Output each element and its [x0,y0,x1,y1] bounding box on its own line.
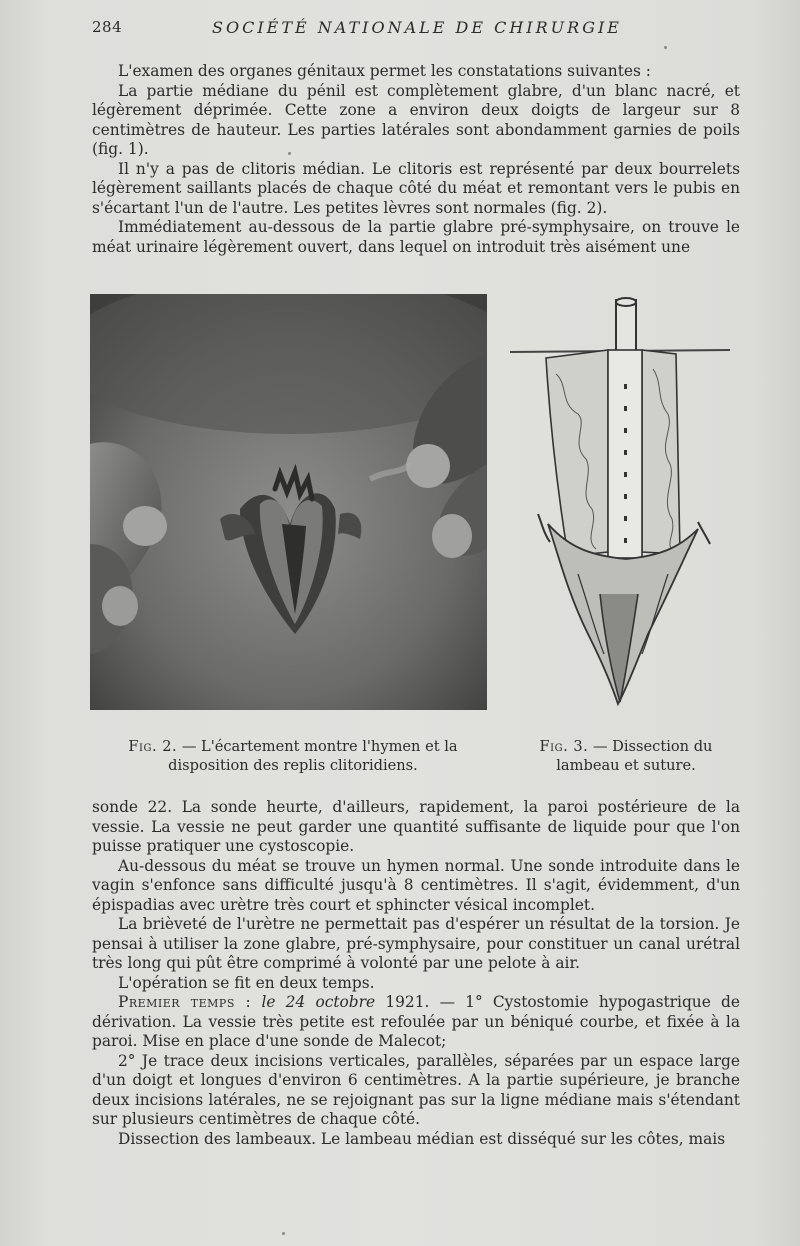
body-text-bottom [92,798,740,1149]
paragraph: Il n'y a pas de clitoris médian. Le clitoris est représenté par deux bourrelets légèrement saillants placés de chaque côté du méat et remontant vers le pubis en s'écartant l'un de l'autre. Les petites lèvres sont normales (fig. 2). [92,159,740,217]
paragraph: L'opération se fit en deux temps. [118,973,375,992]
paper-speck [288,152,291,155]
figure-3-drawing [508,294,734,720]
body-text-top [92,62,740,257]
paragraph: La brièveté de l'urètre ne permettait pas d'espérer un résultat de la torsion. Je pensai à utiliser la zone glabre, pré-symphysaire, pour constituer un canal urétral très long qui pût être comprimé à volonté par une pelote à air. [92,915,740,972]
figure-2-label: Fig. 2. [128,738,178,755]
paragraph: sonde 22. La sonde heurte, d'ailleurs, rapidement, la paroi postérieure de la vessie. La vessie ne peut garder une quantité suffisante de liquide pour que l'on puisse pratiquer une cystoscopie. [92,798,740,855]
paragraph: La partie médiane du pénil est complètement glabre, d'un blanc nacré, et légèrement déprimée. Cette zone a environ deux doigts de largeur sur 8 centimètres de hauteur. Les parties latérales sont abondamment garnies de poils (fig. 1). [92,81,740,158]
figure-3-caption [520,737,732,775]
date-italic: le 24 octobre [261,993,376,1011]
paper-speck [664,46,667,49]
section-lead: Premier temps : [118,993,252,1011]
figure-2-photograph [90,294,487,710]
figure-2-caption [112,737,474,775]
paragraph: Au-dessous du méat se trouve un hymen normal. Une sonde introduite dans le vagin s'enfonce sans difficulté jusqu'à 8 centimètres. Il s'agit, évidemment, d'un épispadias avec urètre très court et sphincter vésical incomplet. [92,856,740,914]
journal-title: SOCIÉTÉ NATIONALE DE CHIRURGIE [212,18,622,37]
paper-speck [282,1232,285,1235]
paragraph: Dissection des lambeaux. Le lambeau médian est disséqué sur les côtes, mais [118,1129,726,1148]
anatomy-photo-image [90,294,487,710]
paragraph-rest: 1921. — 1° Cystostomie hypogastrique de dérivation. La vessie très petite est refoulée par un béniqué courbe, et fixée à la paroi. Mise en place d'une sonde de Malecot; [92,993,740,1050]
dissection-drawing-image [508,294,734,720]
figure-2-caption-text: — L'écartement montre l'hymen et la disposition des replis clitoridiens. [168,738,458,774]
paragraph: 2° Je trace deux incisions verticales, parallèles, séparées par un espace large d'un doigt et longues d'environ 6 centimètres. A la partie supérieure, je branche deux incisions latérales, ne se rejoignant pas sur la ligne médiane mais s'étendant sur plusieurs centimètres de chaque côté. [92,1051,740,1128]
paragraph: L'examen des organes génitaux permet les constatations suivantes : [118,62,651,80]
figure-3-caption-text: — Dissection du lambeau et suture. [556,738,713,774]
running-header [92,18,742,42]
figure-3-label: Fig. 3. [539,738,589,755]
page-number: 284 [92,18,123,36]
paragraph: Immédiatement au-dessous de la partie glabre pré-symphysaire, on trouve le méat urinaire légèrement ouvert, dans lequel on introduit très aisément une [92,218,740,256]
paragraph [92,993,740,1052]
